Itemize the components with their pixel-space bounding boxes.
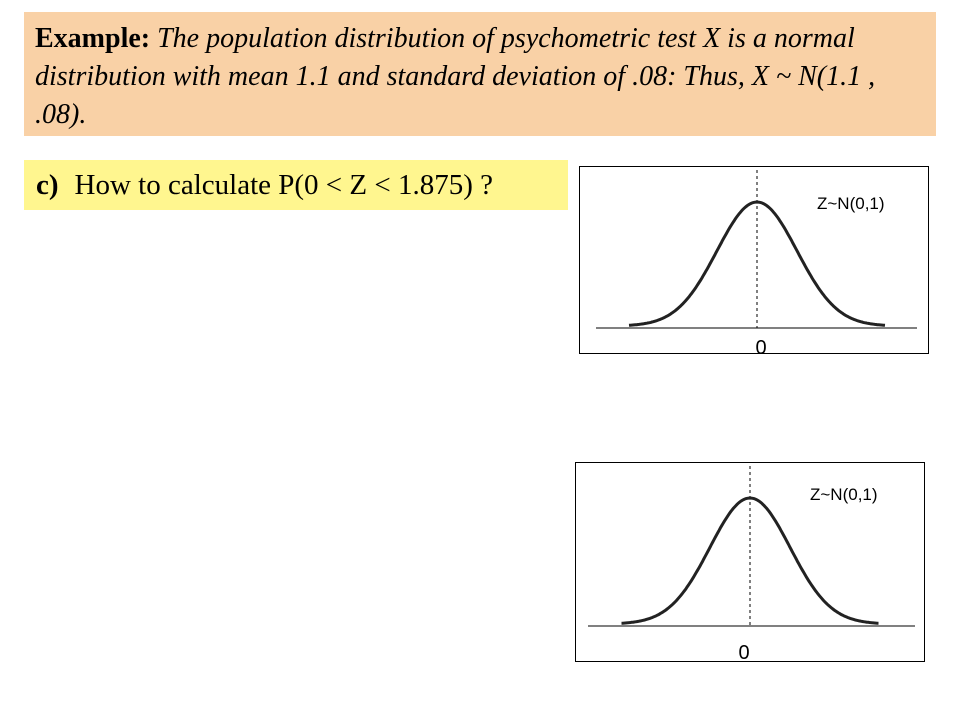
normal-plot-1 <box>579 166 929 354</box>
question-box <box>24 160 568 210</box>
plot-2-title: Z~N(0,1) <box>810 485 878 504</box>
example-label: Example: <box>35 23 151 54</box>
plot-1-title: Z~N(0,1) <box>817 194 885 213</box>
normal-plot-1-svg <box>579 166 929 354</box>
question-label: c) <box>36 169 59 201</box>
question-text: How to calculate P(0 < Z < 1.875) ? <box>74 169 493 201</box>
plot-1-tick-label: 0 <box>755 337 767 354</box>
normal-plot-2-svg <box>575 462 925 662</box>
normal-plot-2 <box>575 462 925 662</box>
plot-2-tick-label: 0 <box>738 642 750 662</box>
example-box <box>24 12 936 136</box>
example-text: The population distribution of psychometric test X is a normal distribution with mean 1.1 and standard deviation of .08: Thus, X ~ N(1.1 , .08). <box>35 23 876 130</box>
